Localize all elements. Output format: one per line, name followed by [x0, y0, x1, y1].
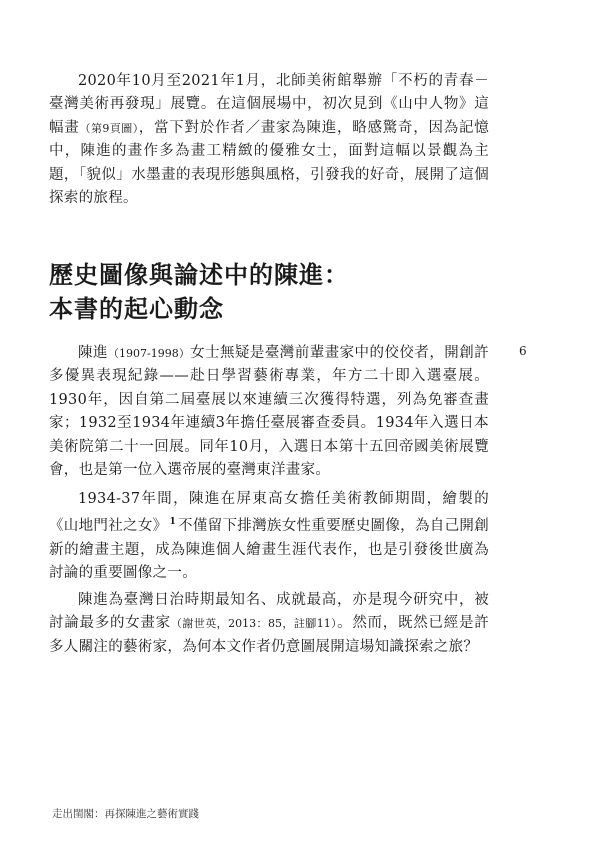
intro-paragraph	[49, 70, 489, 210]
intro-text-2: ，當下對於作者／畫家為陳進，略感驚奇，因為記憶中，陳進的畫作多為畫工精緻的優雅女士，面對這幅以景觀為主題，「貌似」水墨畫的表現形態與風格，引發我的好奇，展開了這個探索的旅程。	[49, 119, 489, 207]
running-footer: 走出閨閣：再探陳進之藝術實踐	[52, 808, 199, 820]
heading-line-2: 本書的起心動念	[49, 294, 224, 323]
heading-line-1: 歷史圖像與論述中的陳進：	[49, 260, 349, 289]
painting-paragraph	[49, 488, 489, 586]
bio-text: 女士無疑是臺灣前輩畫家中的佼佼者，開創許多優異表現紀錄——赴日學習藝術專業，年方二十即入選臺展。1930年，因自第二屆臺展以來連續三次獲得特選，列為免審查畫家；1932至1934年連續3年擔任臺展審查委員。1934年入選日本美術院第二十一回展。同年10月，入選日本第十五回帝國美術展覽會，也是第一位入選帝展的臺灣東洋畫家。	[49, 345, 489, 479]
question-paragraph	[49, 589, 489, 659]
footnote-marker[interactable]: 1	[169, 517, 177, 528]
figure-reference: （第9頁圖）	[79, 121, 139, 135]
bio-name: 陳進	[78, 345, 108, 361]
painting-text-1: 1934-37年間，陳進在屏東高女擔任美術教師期間，繪製的《山地門社之女》	[49, 491, 489, 535]
painting-text-2: 不僅留下排灣族女性重要歷史圖像，為自己開創新的繪畫主題，成為陳進個人繪畫生涯代表作，也是引發後世廣為討論的重要圖像之一。	[49, 518, 489, 582]
intro-text-1: 2020年10月至2021年1月，北師美術館舉辦「不朽的青春－臺灣美術再發現」展覽。在這個展場中，初次見到《山中人物》這幅畫	[49, 73, 489, 136]
question-text-1: 陳進為臺灣日治時期最知名、成就最高，亦是現今研究中，被討論最多的女畫家	[49, 592, 489, 632]
section-heading	[49, 258, 349, 326]
citation: （謝世英，2013：85，註腳11）	[170, 617, 338, 631]
question-text-2: 。然而，既然已經是許多人關注的藝術家，為何本文作者仍意圖展開這場知識探索之旅？	[49, 615, 490, 655]
biography-paragraph	[49, 342, 489, 482]
page-number: 6	[519, 344, 527, 358]
bio-years: （1907-1998）	[107, 347, 191, 360]
